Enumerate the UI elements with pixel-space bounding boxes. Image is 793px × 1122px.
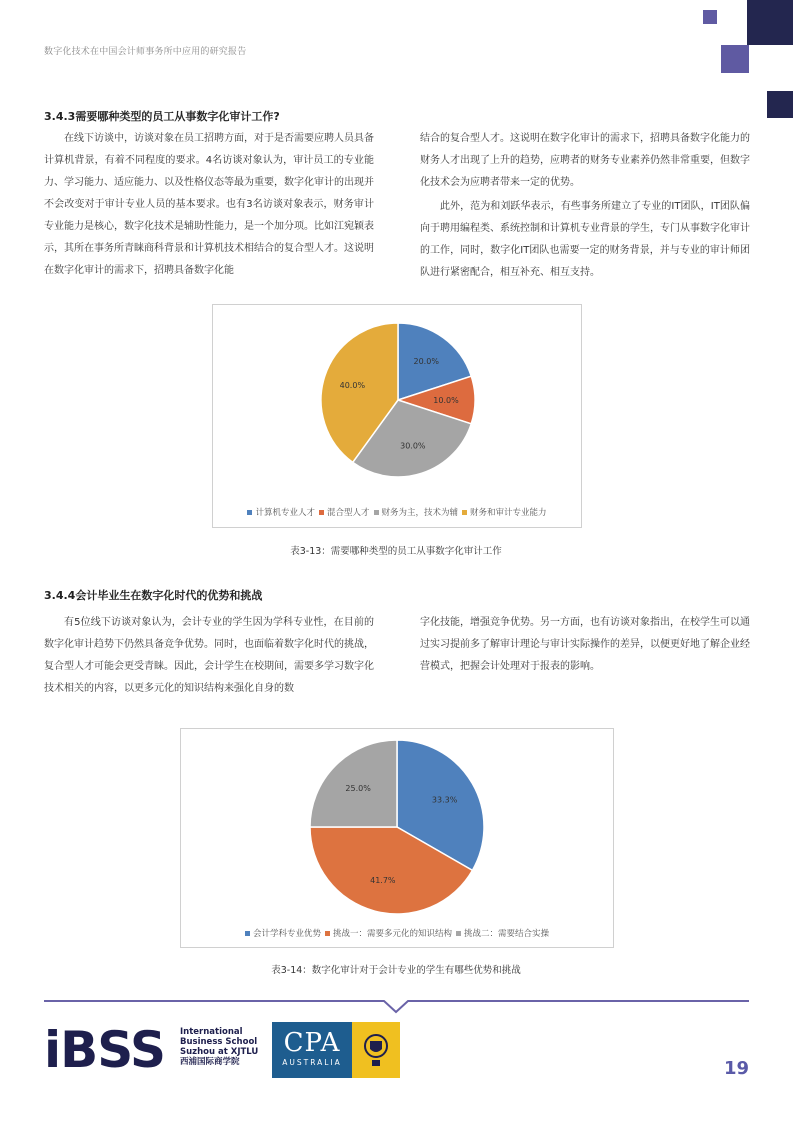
pie-data-label: 40.0%: [339, 381, 366, 391]
ibss-logo-line: 西浦国际商学院: [180, 1057, 240, 1067]
figure-caption-3-14: 表3-14：数字化审计对于会计专业的学生有哪些优势和挑战: [271, 965, 521, 976]
decor-square-navy-large: [747, 0, 793, 45]
legend-item: [245, 927, 321, 939]
pie-data-label: 10.0%: [433, 396, 459, 405]
figure-caption-3-13: 表3-13：需要哪种类型的员工从事数字化审计工作: [290, 546, 502, 557]
legend-swatch: [456, 931, 461, 936]
decor-square-purple: [721, 45, 749, 73]
ibss-logo: iBSS: [44, 1021, 166, 1079]
legend-label: 混合型人才: [326, 508, 370, 518]
legend-item: [325, 927, 452, 939]
section-343-right-paragraph-1: 结合的复合型人才。这说明在数字化审计的需求下，招聘具备数字化能力的财务人才出现了上升的趋势，应聘者的财务专业素养仍然非常重要，但数字化技术会为应聘者带来一定的优势。: [420, 133, 750, 188]
section-343-left-paragraph: 在线下访谈中，访谈对象在员工招聘方面，对于是否需要应聘人员具备计算机背景，有着不同程度的要求。4名访谈对象认为，审计员工的专业能力、学习能力、适应能力、以及性格仪态等最为重要，数字化审计的出现并不会改变对于审计专业人员的基本要求。也有3名访谈对象表示，财务审计专业能力是核心，数字化技术是辅助性能力，是一个加分项。比如江宛颖表示，其所在事务所青睐商科背景和计算机技术相结合的复合型人才。这说明在数字化审计的需求下，招聘具备数字化能: [44, 133, 374, 276]
cpa-crest-logo: [352, 1022, 400, 1078]
pie-chart-2-frame: [180, 728, 614, 948]
legend-item: [374, 506, 459, 518]
legend-swatch: [325, 931, 330, 936]
legend-swatch: [247, 510, 252, 515]
pie-chart-1-legend: [213, 506, 581, 518]
ibss-logo-text: [180, 1027, 258, 1067]
ibss-logo-line: International: [180, 1027, 243, 1037]
legend-swatch: [319, 510, 324, 515]
decor-square-navy-small: [767, 91, 793, 118]
legend-label: 财务和审计专业能力: [470, 508, 547, 518]
ibss-logo-line: Business School: [180, 1037, 258, 1047]
legend-swatch: [374, 510, 379, 515]
legend-item: [247, 506, 315, 518]
section-343-right-paragraph-2: 此外，范为和刘跃华表示，有些事务所建立了专业的IT团队，IT团队偏向于聘用编程类、系统控制和计算机专业背景的学生，专门从事数字化审计的工作，同时，数字化IT团队也需要一定的财务背景，并与专业的审计师团队进行紧密配合，相互补充、相互支持。: [420, 201, 750, 278]
ibss-logo-line: Suzhou at XJTLU: [180, 1047, 259, 1057]
pie-chart-2-legend: [181, 927, 613, 939]
legend-item: [456, 927, 549, 939]
legend-swatch: [245, 931, 250, 936]
legend-label: 挑战二：需要结合实操: [464, 929, 550, 939]
legend-label: 财务为主，技术为辅: [381, 508, 459, 518]
cpa-logo-main: CPA: [283, 1028, 341, 1058]
legend-item: [319, 506, 370, 518]
pie-data-label: 20.0%: [413, 357, 439, 367]
pie-data-label: 33.3%: [431, 795, 458, 805]
section-heading-343: 3.4.3需要哪种类型的员工从事数字化审计工作?: [44, 110, 280, 123]
pie-data-label: 41.7%: [370, 876, 396, 886]
legend-label: 会计学科专业优势: [252, 929, 321, 939]
section-344-right-paragraph: 字化技能，增强竞争优势。另一方面，也有访谈对象指出，在校学生可以通过实习提前多了解审计理论与审计实际操作的差异，以便更好地了解企业经营模式，把握会计处理对于报表的影响。: [420, 617, 750, 672]
pie-chart-2: [181, 729, 613, 919]
legend-label: 计算机专业人才: [255, 508, 315, 518]
legend-item: [462, 506, 547, 518]
section-344-left-paragraph: 有5位线下访谈对象认为，会计专业的学生因为学科专业性，在目前的数字化审计趋势下仍然具备竞争优势。同时，也面临着数字化时代的挑战，复合型人才可能会更受青睐。因此，会计学生在校期间，需要多学习数字化技术相关的内容，以更多元化的知识结构来强化自身的数: [44, 617, 374, 694]
pie-chart-1: [213, 305, 581, 495]
decor-square-small-purple: [703, 10, 717, 24]
legend-swatch: [462, 510, 467, 515]
footer-divider: [44, 996, 750, 1018]
section-heading-344: 3.4.4会计毕业生在数字化时代的优势和挑战: [44, 589, 263, 602]
pie-data-label: 25.0%: [345, 784, 371, 794]
legend-label: 挑战一：需要多元化的知识结构: [332, 929, 452, 939]
cpa-logo-sub: AUSTRALIA: [282, 1058, 342, 1067]
pie-chart-1-frame: [212, 304, 582, 528]
page-number: 19: [723, 1058, 749, 1079]
running-header: 数字化技术在中国会计师事务所中应用的研究报告: [44, 47, 247, 57]
cpa-australia-logo: [272, 1022, 352, 1078]
crest-icon: [352, 1022, 400, 1078]
pie-data-label: 30.0%: [400, 441, 426, 451]
